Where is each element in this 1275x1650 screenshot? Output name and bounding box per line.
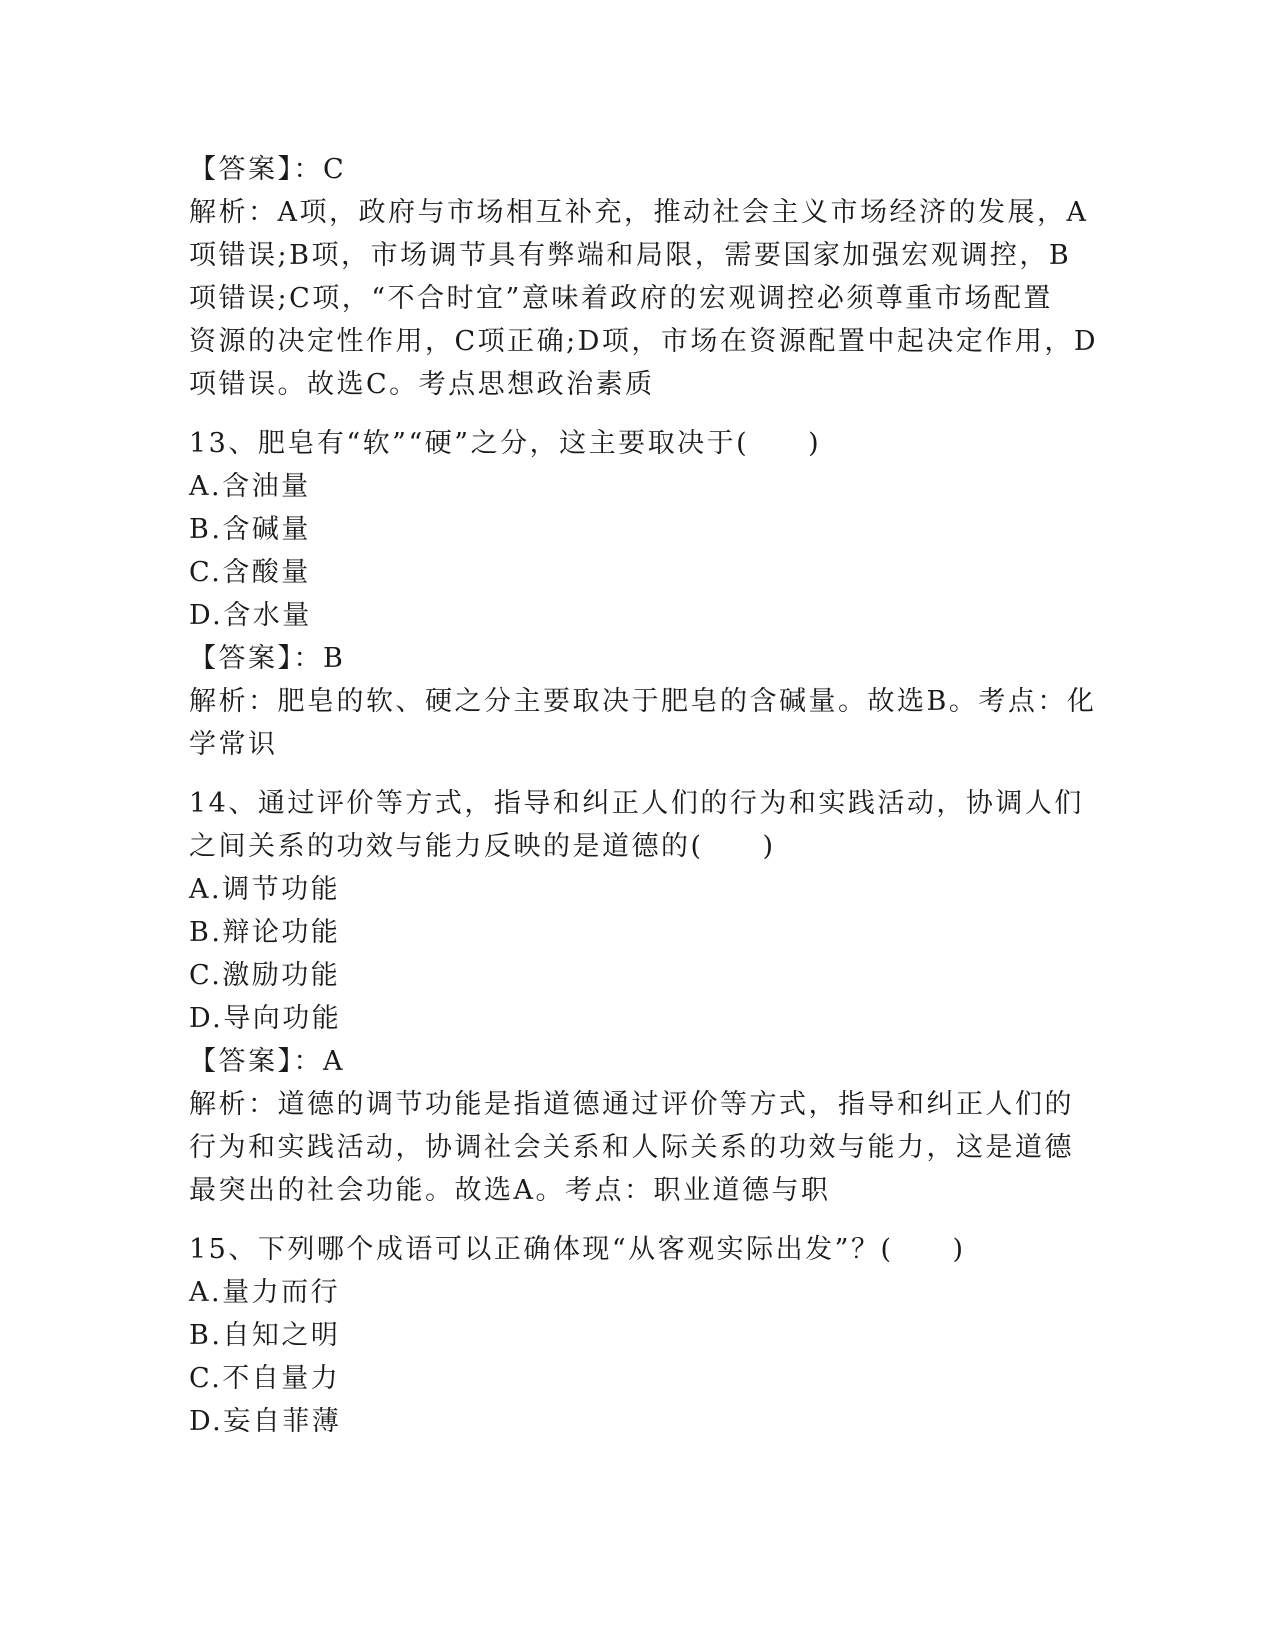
- option-d: D.导向功能: [189, 1003, 342, 1034]
- explanation-line: 最突出的社会功能。故选A。考点：职业道德与职: [189, 1175, 831, 1206]
- question-15: [189, 1228, 1089, 1443]
- explanation-line: 项错误。故选C。考点思想政治素质: [189, 369, 655, 400]
- explanation-line: 学常识: [189, 729, 278, 760]
- explanation-line: 项错误;B项，市场调节具有弊端和局限，需要国家加强宏观调控，B: [189, 240, 1072, 271]
- option-b: B.辩论功能: [189, 917, 341, 948]
- document-page: [189, 148, 1099, 1443]
- answer-line: 【答案】：C: [189, 154, 347, 185]
- prev-answer-block: [189, 148, 1099, 406]
- question-14: [189, 782, 1089, 1212]
- question-13: [189, 422, 1097, 766]
- answer-line: 【答案】：A: [189, 1046, 345, 1077]
- explanation-line: 项错误;C项，“不合时宜”意味着政府的宏观调控必须尊重市场配置: [189, 283, 1053, 314]
- question-stem: 之间关系的功效与能力反映的是道德的( ): [189, 831, 776, 862]
- option-d: D.含水量: [189, 600, 312, 631]
- option-a: A.调节功能: [189, 874, 341, 905]
- option-c: C.不自量力: [189, 1363, 341, 1394]
- explanation-line: 解析：肥皂的软、硬之分主要取决于肥皂的含碱量。故选B。考点：化: [189, 686, 1097, 717]
- explanation-line: 解析：道德的调节功能是指道德通过评价等方式，指导和纠正人们的: [189, 1089, 1074, 1120]
- question-stem: 13、肥皂有“软”“硬”之分，这主要取决于( ): [189, 428, 822, 459]
- option-c: C.含酸量: [189, 557, 311, 588]
- answer-line: 【答案】：B: [189, 643, 346, 674]
- question-stem: 15、下列哪个成语可以正确体现“从客观实际出发”？( ): [189, 1234, 966, 1265]
- question-stem: 14、通过评价等方式，指导和纠正人们的行为和实践活动，协调人们: [189, 788, 1084, 819]
- option-b: B.含碱量: [189, 514, 311, 545]
- explanation-line: 资源的决定性作用，C项正确;D项，市场在资源配置中起决定作用，D: [189, 326, 1099, 357]
- option-a: A.含油量: [189, 471, 311, 502]
- explanation-line: 解析：A项，政府与市场相互补充，推动社会主义市场经济的发展，A: [189, 197, 1089, 228]
- option-d: D.妄自菲薄: [189, 1406, 342, 1437]
- option-b: B.自知之明: [189, 1320, 341, 1351]
- explanation-line: 行为和实践活动，协调社会关系和人际关系的功效与能力，这是道德: [189, 1132, 1074, 1163]
- option-a: A.量力而行: [189, 1277, 341, 1308]
- option-c: C.激励功能: [189, 960, 341, 991]
